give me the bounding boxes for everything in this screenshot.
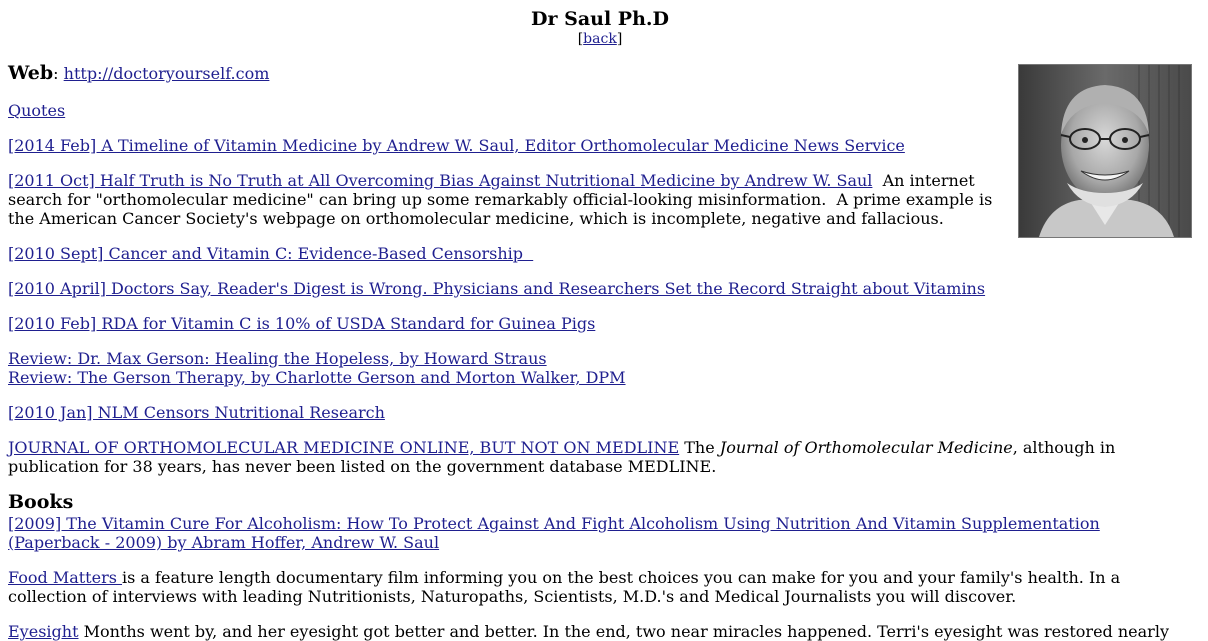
article-item <box>8 438 1178 476</box>
article-item <box>8 279 985 298</box>
article-link[interactable]: [2010 April] Doctors Say, Reader's Digest is Wrong. Physicians and Researchers Set the Record Straight about Vitamins <box>8 279 986 298</box>
website-link[interactable]: http://doctoryourself.com <box>63 64 270 83</box>
journal-title: Journal of Orthomolecular Medicine <box>719 438 1013 457</box>
web-separator: : <box>53 64 64 83</box>
article-description-post: , although in publication for 38 years, has never been listed on the government database MEDLINE. <box>8 438 1116 476</box>
article-item <box>8 171 1008 228</box>
article-item <box>8 244 533 263</box>
film-description: Months went by, and her eyesight got better and better. In the end, two near miracles happened. Terri's eyesight was restored nearly <box>78 622 1169 641</box>
book-item <box>8 514 1178 552</box>
back-link[interactable]: back <box>583 31 617 47</box>
article-link[interactable]: [2014 Feb] A Timeline of Vitamin Medicine by Andrew W. Saul, Editor Orthomolecular Medicine News Service <box>8 136 905 155</box>
web-line <box>8 64 269 83</box>
article-item <box>8 314 595 333</box>
film-item <box>8 622 1208 641</box>
page-title: Dr Saul Ph.D <box>531 8 669 30</box>
article-link[interactable]: JOURNAL OF ORTHOMOLECULAR MEDICINE ONLINE, BUT NOT ON MEDLINE <box>8 438 680 457</box>
article-link[interactable]: [2010 Feb] RDA for Vitamin C is 10% of USDA Standard for Guinea Pigs <box>8 314 596 333</box>
film-link[interactable]: Food Matters <box>8 568 123 587</box>
review-list <box>8 349 626 387</box>
review-link[interactable]: Review: Dr. Max Gerson: Healing the Hopeless, by Howard Straus <box>8 349 547 368</box>
quotes-line <box>8 101 65 120</box>
film-item <box>8 568 1178 606</box>
article-link[interactable]: [2010 Sept] Cancer and Vitamin C: Evidence-Based Censorship <box>8 244 534 263</box>
film-link[interactable]: Eyesight <box>8 622 79 641</box>
back-close-bracket: ] <box>616 31 623 47</box>
article-link[interactable]: [2010 Jan] NLM Censors Nutritional Research <box>8 403 385 422</box>
author-photo <box>1018 64 1192 238</box>
article-item <box>8 403 385 422</box>
article-description: An internet search for "orthomolecular medicine" can bring up some remarkably official-looking misinformation. A prime example is the American Cancer Society's webpage on orthomolecular medicine, which is incomplete, negative and fallacious. <box>8 171 998 228</box>
article-link[interactable]: [2011 Oct] Half Truth is No Truth at All Overcoming Bias Against Nutritional Medicine by Andrew W. Saul <box>8 171 873 190</box>
article-description-pre: The <box>679 438 720 457</box>
books-heading: Books <box>8 491 74 513</box>
back-nav <box>0 30 1200 48</box>
quotes-link[interactable]: Quotes <box>8 101 66 120</box>
web-label: Web <box>8 62 54 84</box>
film-description: is a feature length documentary film informing you on the best choices you can make for you and your family's health. In a collection of interviews with leading Nutritionists, Naturopaths, Scientists, M.D.'s and Medical Journalists you will discover. <box>8 568 1121 606</box>
book-link[interactable]: [2009] The Vitamin Cure For Alcoholism: How To Protect Against And Fight Alcoholism Using Nutrition And Vitamin Supplementation (Paperback - 2009) by Abram Hoffer, Andrew W. Saul <box>8 514 1100 552</box>
review-link[interactable]: Review: The Gerson Therapy, by Charlotte Gerson and Morton Walker, DPM <box>8 368 626 387</box>
article-item <box>8 136 905 155</box>
back-open-bracket: [ <box>577 31 584 47</box>
portrait-image <box>1019 65 1191 237</box>
